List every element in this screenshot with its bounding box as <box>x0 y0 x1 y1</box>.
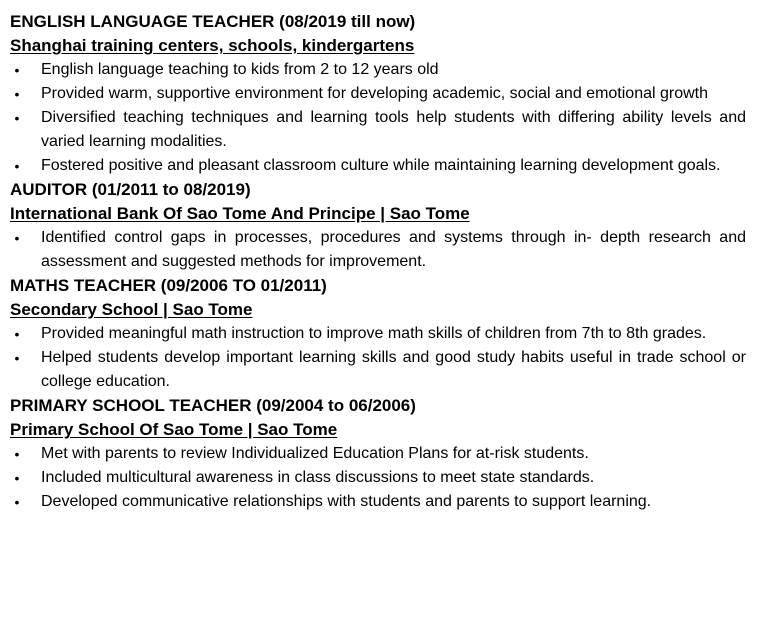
bullet-icon: • <box>14 494 20 510</box>
list-item <box>10 322 746 346</box>
list-item <box>10 226 746 274</box>
employer-name: International Bank Of Sao Tome And Principe | Sao Tome <box>10 204 470 223</box>
job-title: ENGLISH LANGUAGE TEACHER (08/2019 till now) <box>10 12 416 31</box>
bullet-icon: • <box>14 230 20 246</box>
list-item <box>10 58 746 82</box>
list-item <box>10 466 746 490</box>
bullet-icon: • <box>14 62 20 78</box>
bullet-icon: • <box>14 350 20 366</box>
list-item <box>10 442 746 466</box>
list-item <box>10 82 746 106</box>
duties-list <box>10 58 746 178</box>
duty-text: Fostered positive and pleasant classroom culture while maintaining learning development goals. <box>41 157 721 174</box>
job-entry-primary-teacher <box>10 394 746 514</box>
bullet-icon: • <box>14 470 20 486</box>
employer-name: Primary School Of Sao Tome | Sao Tome <box>10 420 338 439</box>
duty-text: Included multicultural awareness in class discussions to meet state standards. <box>41 469 595 486</box>
list-item <box>10 490 746 514</box>
job-entry-english-teacher <box>10 10 746 178</box>
duty-text: Diversified teaching techniques and learning tools help students with differing ability levels and varied learning modalities. <box>41 109 746 150</box>
employer-name: Shanghai training centers, schools, kindergartens <box>10 36 415 55</box>
employer-name: Secondary School | Sao Tome <box>10 300 253 319</box>
duties-list <box>10 322 746 394</box>
duties-list <box>10 442 746 514</box>
bullet-icon: • <box>14 158 20 174</box>
bullet-icon: • <box>14 110 20 126</box>
duty-text: Provided meaningful math instruction to improve math skills of children from 7th to 8th grades. <box>41 325 707 342</box>
duty-text: Identified control gaps in processes, procedures and systems through in- depth research and assessment and suggested methods for improvement. <box>41 229 746 270</box>
job-title: PRIMARY SCHOOL TEACHER (09/2004 to 06/2006) <box>10 396 416 415</box>
duty-text: Developed communicative relationships with students and parents to support learning. <box>41 493 652 510</box>
duty-text: Provided warm, supportive environment for developing academic, social and emotional growth <box>41 85 709 102</box>
list-item <box>10 154 746 178</box>
job-entry-maths-teacher <box>10 274 746 394</box>
bullet-icon: • <box>14 446 20 462</box>
duties-list <box>10 226 746 274</box>
bullet-icon: • <box>14 326 20 342</box>
job-entry-auditor <box>10 178 746 274</box>
duty-text: Met with parents to review Individualized Education Plans for at-risk students. <box>41 445 589 462</box>
job-title: AUDITOR (01/2011 to 08/2019) <box>10 180 251 199</box>
list-item <box>10 106 746 154</box>
duty-text: English language teaching to kids from 2 to 12 years old <box>41 61 439 78</box>
bullet-icon: • <box>14 86 20 102</box>
duty-text: Helped students develop important learning skills and good study habits useful in trade school or college education. <box>41 349 746 390</box>
job-title: MATHS TEACHER (09/2006 TO 01/2011) <box>10 276 327 295</box>
list-item <box>10 346 746 394</box>
